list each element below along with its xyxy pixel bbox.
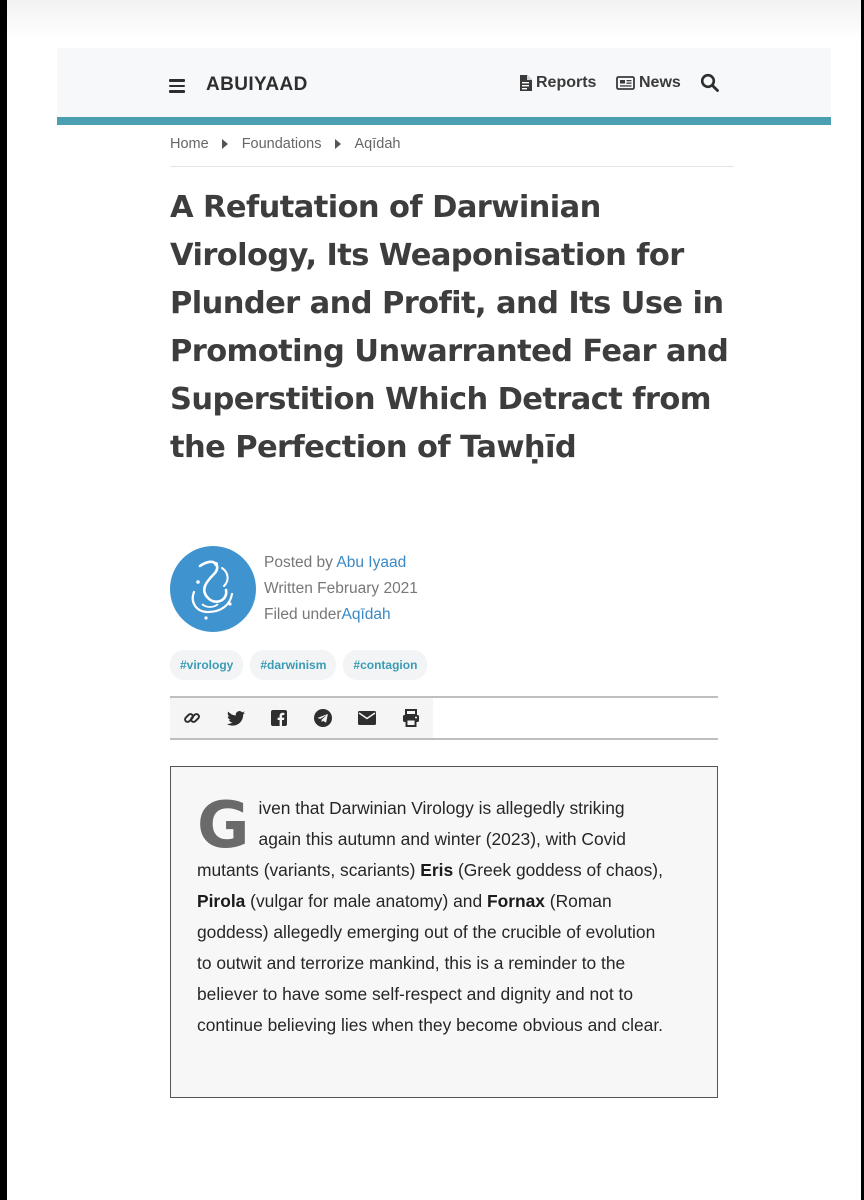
intro-box <box>170 766 718 1098</box>
nav-news-label: News <box>639 74 681 91</box>
breadcrumb <box>170 136 400 152</box>
tag-list <box>170 650 427 680</box>
breadcrumb-home[interactable]: Home <box>170 136 209 152</box>
share-print-button[interactable] <box>389 698 433 738</box>
intro-bold-eris: Eris <box>420 860 454 880</box>
posted-by-label: Posted by <box>264 554 333 571</box>
tag-virology[interactable]: #virology <box>170 650 243 680</box>
caret-right-icon <box>335 139 341 149</box>
menu-icon[interactable] <box>169 79 185 93</box>
share-divider-bottom <box>170 738 718 740</box>
filed-under-label: Filed under <box>264 606 342 623</box>
share-telegram-button[interactable] <box>301 698 345 738</box>
breadcrumb-foundations[interactable]: Foundations <box>241 136 322 152</box>
drop-cap: G <box>197 789 250 863</box>
site-header <box>57 48 831 118</box>
filed-under-line <box>264 602 418 628</box>
calligraphy-logo-icon <box>170 546 256 632</box>
share-facebook-button[interactable] <box>258 698 302 738</box>
link-icon <box>183 709 201 727</box>
tag-contagion[interactable]: #contagion <box>343 650 427 680</box>
newspaper-icon <box>616 76 635 90</box>
nav-reports-label: Reports <box>536 74 597 91</box>
share-bar <box>170 698 433 738</box>
document-icon <box>519 75 532 91</box>
intro-bold-fornax: Fornax <box>486 891 545 911</box>
telegram-icon <box>314 709 332 727</box>
intro-text-3: (vulgar for male anatomy) and <box>245 891 487 911</box>
caret-right-icon <box>222 139 228 149</box>
share-link-button[interactable] <box>170 698 214 738</box>
header-accent-bar <box>57 117 831 125</box>
share-twitter-button[interactable] <box>214 698 258 738</box>
breadcrumb-aqidah[interactable]: Aqīdah <box>354 136 401 152</box>
intro-text-1: iven that Darwinian Virology is allegedly striking again this autumn and winter (2023), with Covid mutants (variants, scariants) <box>197 798 626 880</box>
twitter-icon <box>227 711 245 726</box>
author-link[interactable]: Abu Iyaad <box>336 554 407 571</box>
nav-news[interactable] <box>616 74 681 92</box>
facebook-icon <box>271 710 287 726</box>
site-logo[interactable]: ABUIYAAD <box>206 74 308 95</box>
tag-darwinism[interactable]: #darwinism <box>250 650 336 680</box>
article-title: A Refutation of Darwinian Virology, Its Weaponisation for Plunder and Profit, and Its Use in Promoting Unwarranted Fear and Superstition Which Detract from the Perfection of Tawḥīd <box>170 190 729 465</box>
print-icon <box>402 709 420 727</box>
written-date: Written February 2021 <box>264 580 418 597</box>
nav-reports[interactable] <box>519 74 596 92</box>
category-link[interactable]: Aqīdah <box>341 606 391 623</box>
intro-text-2: (Greek goddess of chaos), <box>453 860 663 880</box>
intro-bold-pirola: Pirola <box>197 891 246 911</box>
post-meta <box>264 550 418 628</box>
intro-paragraph <box>197 789 667 1041</box>
intro-text-4: (Roman goddess) allegedly emerging out of the crucible of evolution to outwit and terrorize mankind, this is a reminder to the believer to have some self-respect and dignity and not to continue believing lies when they become obvious and clear. <box>197 891 663 1035</box>
share-email-button[interactable] <box>345 698 389 738</box>
author-avatar[interactable] <box>170 546 256 632</box>
search-icon[interactable] <box>700 73 720 93</box>
posted-by-line <box>264 550 418 576</box>
left-edge <box>0 0 7 1200</box>
breadcrumb-divider <box>170 166 734 167</box>
top-fade <box>7 0 861 40</box>
email-icon <box>358 711 376 725</box>
